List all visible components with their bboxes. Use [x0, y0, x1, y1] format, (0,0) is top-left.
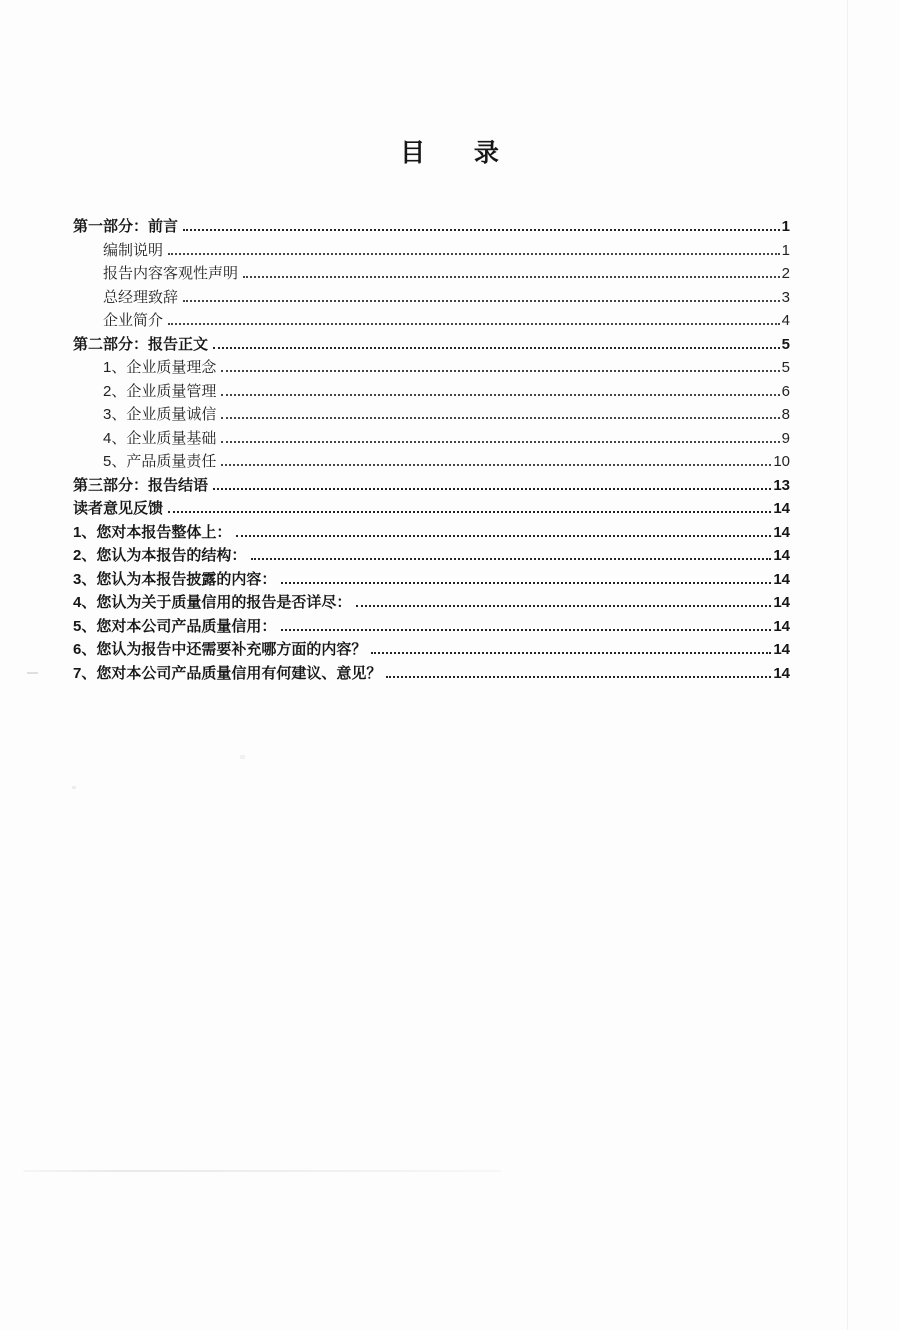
- toc-entry-page-number: 1: [781, 218, 790, 235]
- toc-entry-label: 总经理致辞: [103, 288, 179, 306]
- toc-entry-page-number: 4: [781, 312, 790, 329]
- dot-leader: [168, 320, 780, 325]
- toc-entry[interactable]: [73, 403, 790, 427]
- toc-entry-label: 企业简介: [103, 312, 164, 329]
- dot-leader: [221, 461, 771, 466]
- toc-entry[interactable]: [73, 474, 790, 498]
- dot-leader: [221, 391, 779, 396]
- scan-speck: [240, 755, 245, 759]
- toc-entry-label: 第二部分：报告正文: [73, 335, 209, 353]
- dot-leader: [183, 297, 780, 302]
- toc-entry[interactable]: [73, 544, 790, 568]
- toc-entry[interactable]: [73, 309, 790, 333]
- toc-entry-page-number: 5: [781, 335, 790, 353]
- toc-entry-page-number: 3: [781, 288, 790, 306]
- toc-entry[interactable]: [73, 380, 790, 404]
- toc-entry-label: 报告内容客观性声明: [103, 265, 239, 282]
- dot-leader: [183, 226, 780, 231]
- dot-leader: [168, 508, 771, 513]
- dot-leader: [356, 602, 771, 607]
- toc-entry[interactable]: [73, 333, 790, 357]
- toc-entry-page-number: 10: [773, 453, 790, 470]
- toc-entry[interactable]: [73, 450, 790, 474]
- toc-entry-label: 4、企业质量基础: [103, 429, 217, 447]
- toc-entry-label: 编制说明: [103, 241, 164, 259]
- toc-entry-page-number: 6: [781, 382, 790, 400]
- dot-leader: [236, 532, 771, 537]
- dot-leader: [281, 579, 771, 584]
- toc-entry-label: 1、您对本报告整体上：: [73, 523, 232, 541]
- dot-leader: [213, 344, 780, 349]
- toc-entry[interactable]: [73, 615, 790, 639]
- toc-entry-page-number: 5: [781, 359, 790, 376]
- toc-entry-label: 2、您认为本报告的结构：: [73, 547, 247, 564]
- toc-entry-label: 5、您对本公司产品质量信用：: [73, 617, 277, 635]
- toc-entry[interactable]: [73, 215, 790, 239]
- toc-entry-label: 第一部分：前言: [73, 218, 179, 235]
- toc-entry[interactable]: [73, 497, 790, 521]
- toc-entry[interactable]: [73, 239, 790, 263]
- toc-entry[interactable]: [73, 356, 790, 380]
- toc-entry[interactable]: [73, 662, 790, 686]
- scan-smudge-line: [23, 1170, 501, 1172]
- toc-entry[interactable]: [73, 262, 790, 286]
- toc-entry[interactable]: [73, 591, 790, 615]
- toc-entry-label: 第三部分：报告结语: [73, 476, 209, 494]
- toc-entry-page-number: 14: [773, 641, 790, 658]
- toc-entry[interactable]: [73, 568, 790, 592]
- toc-entry-label: 6、您认为报告中还需要补充哪方面的内容？: [73, 641, 367, 658]
- toc-entry-label: 读者意见反馈: [73, 500, 164, 517]
- toc-entry-label: 1、企业质量理念: [103, 359, 217, 376]
- toc-entry-page-number: 14: [773, 570, 790, 588]
- toc-entry-label: 2、企业质量管理: [103, 382, 217, 400]
- toc-entry-label: 4、您认为关于质量信用的报告是否详尽：: [73, 594, 352, 611]
- toc-entry-page-number: 13: [773, 476, 790, 494]
- dot-leader: [221, 438, 779, 443]
- scan-speck: [72, 786, 76, 789]
- toc-entry-label: 3、企业质量诚信: [103, 406, 217, 423]
- toc-entry-page-number: 14: [773, 500, 790, 517]
- toc-entry[interactable]: [73, 427, 790, 451]
- toc-entry-page-number: 14: [773, 617, 790, 635]
- dot-leader: [281, 626, 771, 631]
- toc-entry-page-number: 8: [781, 406, 790, 423]
- toc-entry-page-number: 14: [773, 523, 790, 541]
- toc-entry-label: 5、产品质量责任: [103, 453, 217, 470]
- dot-leader: [221, 367, 779, 372]
- dot-leader: [221, 414, 779, 419]
- dot-leader: [386, 673, 771, 678]
- toc-entry-page-number: 14: [773, 594, 790, 611]
- toc-entry-label: 3、您认为本报告披露的内容：: [73, 570, 277, 588]
- toc-entry[interactable]: [73, 286, 790, 310]
- toc-entry[interactable]: [73, 521, 790, 545]
- dot-leader: [168, 250, 780, 255]
- dot-leader: [213, 485, 771, 490]
- toc-entry-page-number: 14: [773, 664, 790, 682]
- toc-entry-page-number: 2: [781, 265, 790, 282]
- dot-leader: [251, 555, 771, 560]
- toc-entry-page-number: 9: [781, 429, 790, 447]
- dot-leader: [371, 649, 771, 654]
- toc-entry[interactable]: [73, 638, 790, 662]
- toc-entry-page-number: 14: [773, 547, 790, 564]
- page-title: 目 录: [400, 138, 500, 167]
- toc-entry-label: 7、您对本公司产品质量信用有何建议、意见？: [73, 664, 382, 682]
- toc-entry-page-number: 1: [781, 241, 790, 259]
- dot-leader: [243, 273, 780, 278]
- table-of-contents: [73, 215, 790, 685]
- scan-edge-line: [847, 0, 848, 1330]
- scan-speck: [27, 672, 38, 674]
